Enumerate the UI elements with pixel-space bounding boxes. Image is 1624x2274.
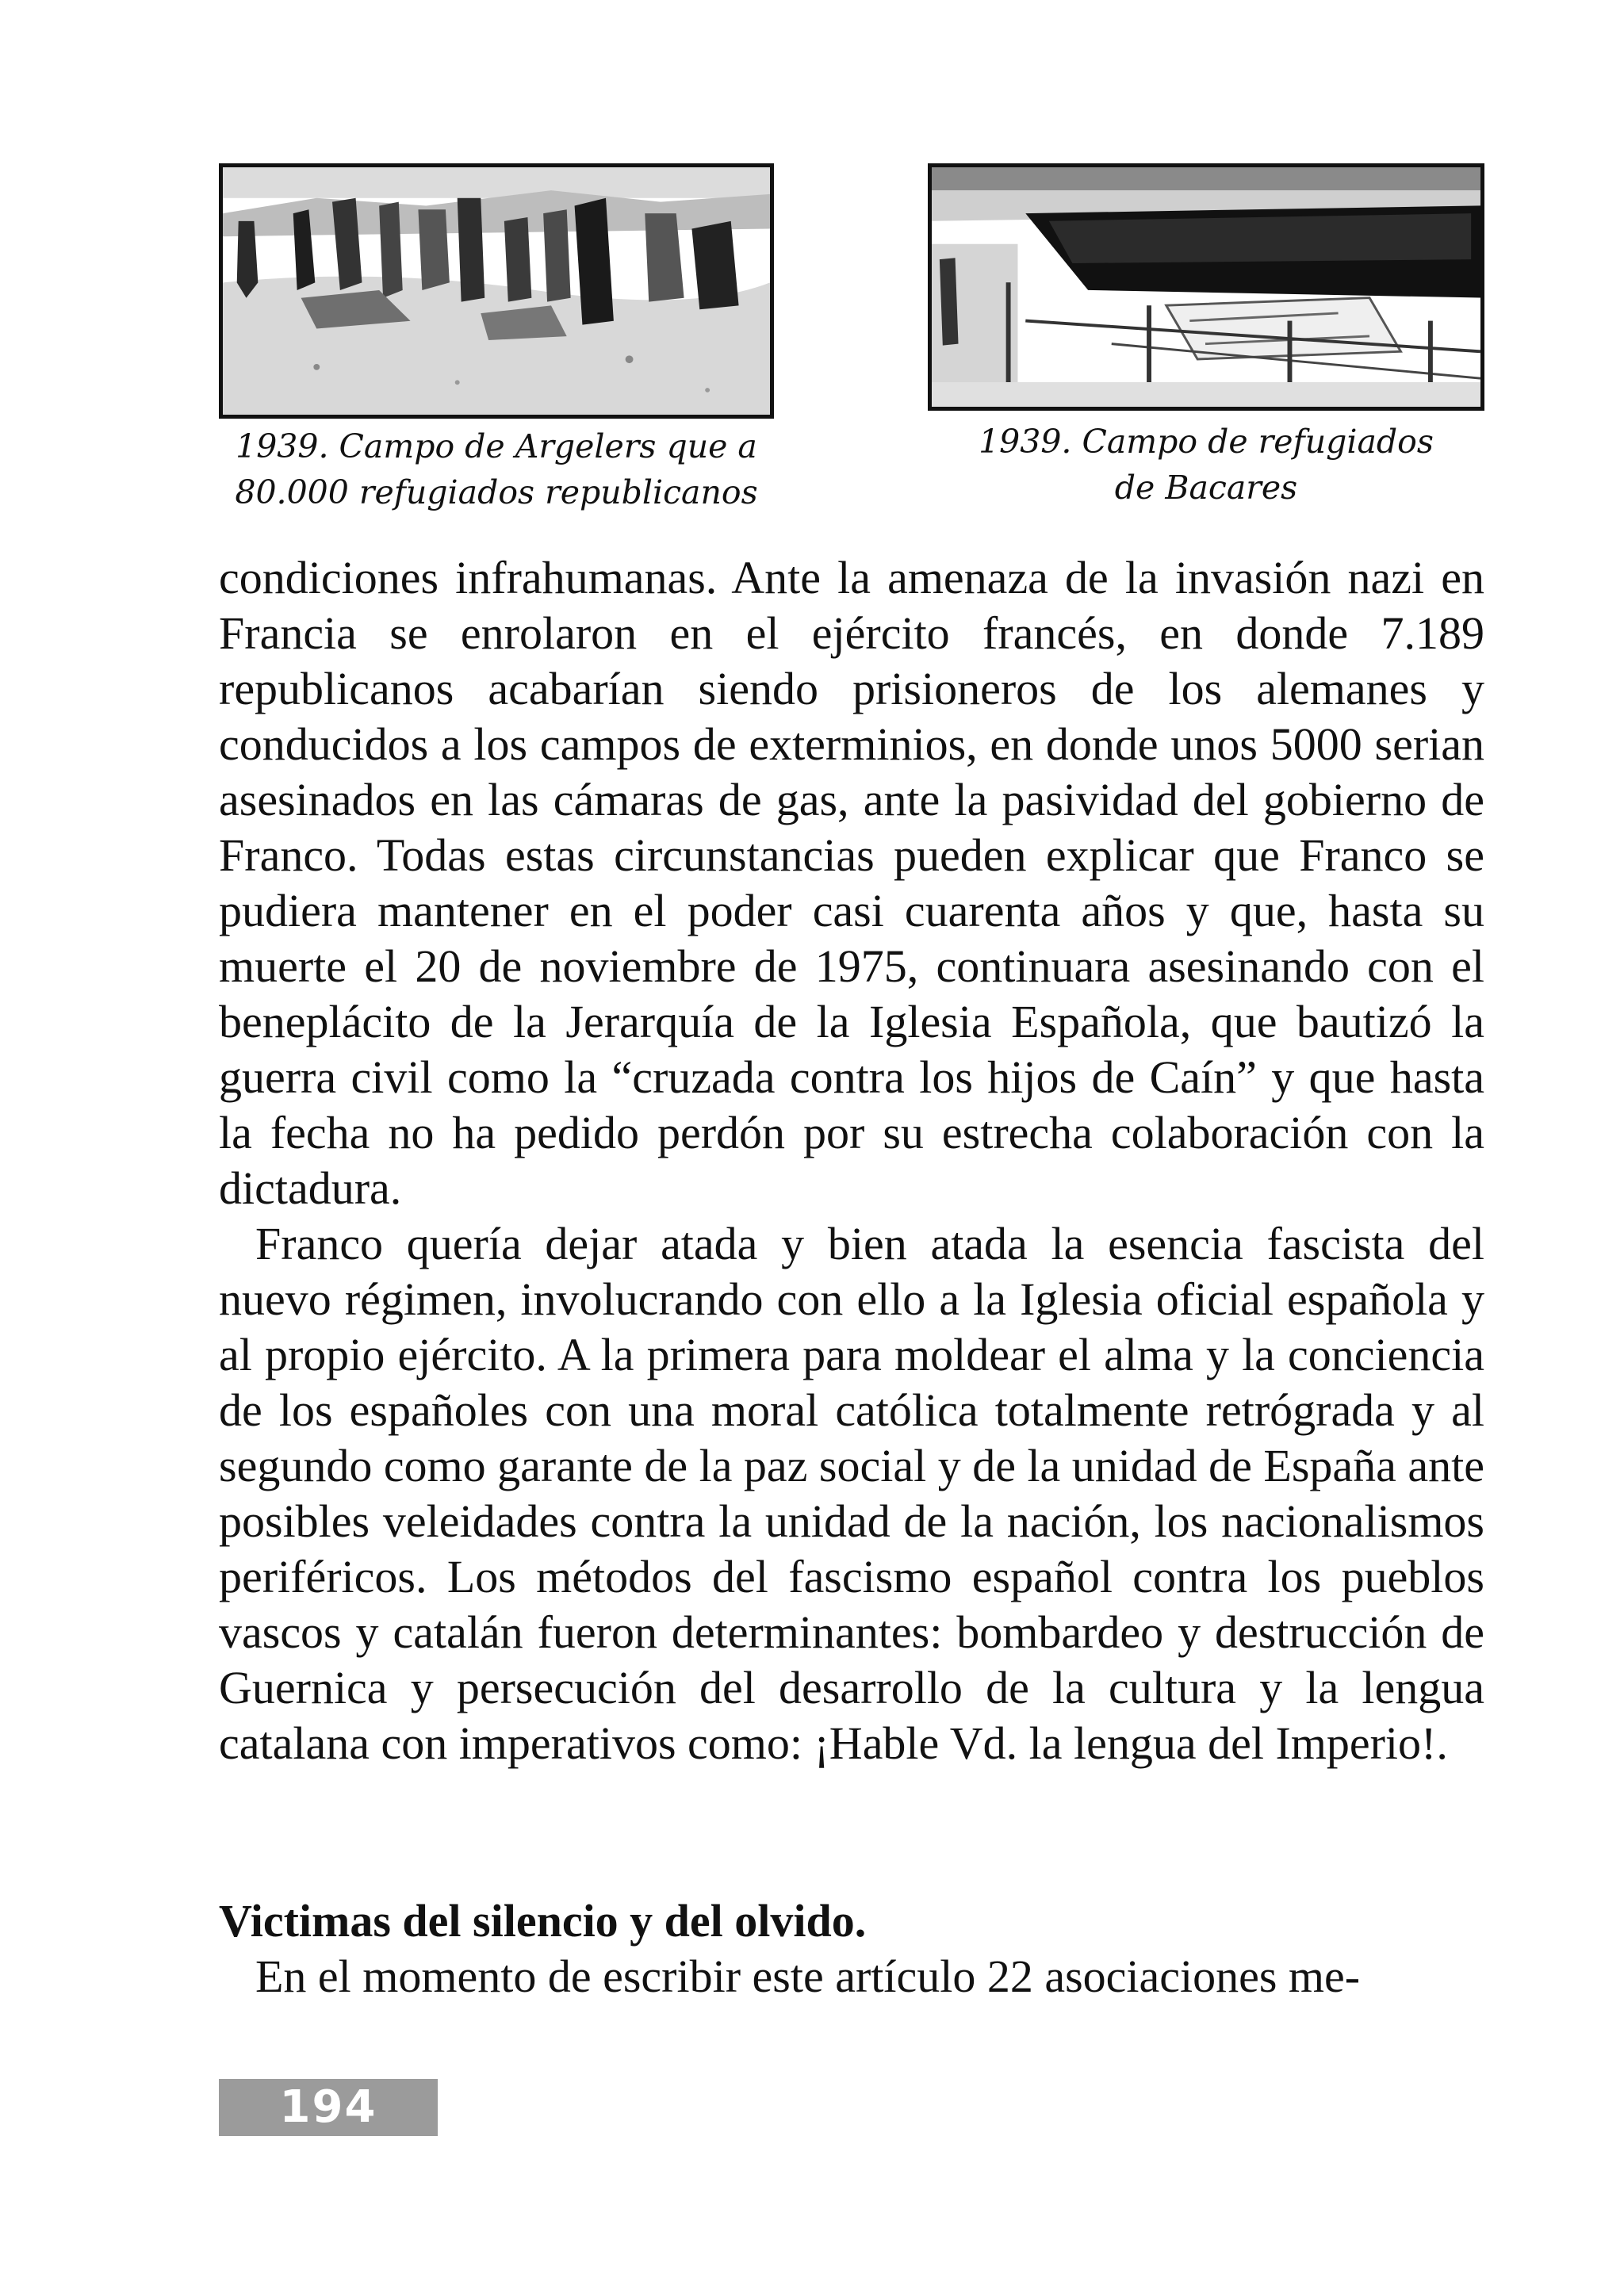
caption-right-line1: 1939. Campo de refugiados xyxy=(979,423,1434,461)
figure-caption-right xyxy=(928,419,1484,511)
section-paragraph: En el momento de escribir este artículo 22 asociaciones me- xyxy=(255,1951,1361,2002)
page-number-badge xyxy=(219,2079,438,2136)
paragraph-1: condiciones infrahumanas. Ante la amenaza de la invasión nazi en Francia se enrolaron en el ejército francés, en donde 7.189 republicanos acabarían siendo prisioneros de los alemanes y conducidos a los campos de exterminios, en donde unos 5000 serian asesinados en las cámaras de gas, ante la pasividad del gobierno de Franco. Todas estas circunstancias pueden explicar que Franco se pudiera mantener en el poder casi cuarenta años y que, hasta su muerte el 20 de noviembre de 1975, continuara asesinando con el beneplácito de la Jerarquía de la Iglesia Española, que bautizó la guerra civil como la “cruzada contra los hijos de Caín” y que hasta la fecha no ha pedido perdón por su estrecha colaboración con la dictadura. xyxy=(219,552,1484,1214)
photo-argelers-image xyxy=(223,167,770,415)
photo-argelers-camp xyxy=(219,163,774,419)
caption-right-line2: de Bacares xyxy=(1114,469,1298,507)
caption-left-line1: 1939. Campo de Argelers que a xyxy=(236,427,757,465)
section-heading: Victimas del silencio y del olvido. xyxy=(219,1895,867,1947)
figure-caption-left xyxy=(219,423,774,515)
paragraph-2: Franco quería dejar atada y bien atada la esencia fascista del nuevo régimen, involucrando con ello a la Iglesia oficial española y al propio ejército. A la primera para moldear el alma y la conciencia de los españoles con una moral católica totalmente retrógrada y al segundo como garante de la paz social y de la unidad de España ante posibles veleidades contra la unidad de la nación, los nacionalismos periféricos. Los métodos del fascismo español contra los pueblos vascos y catalán fueron determinantes: bombardeo y destrucción de Guernica y persecución del desarrollo de la cultura y la lengua catalana con imperativos como: ¡Hable Vd. la lengua del Imperio!. xyxy=(219,1218,1484,1769)
photo-bacares-camp xyxy=(928,163,1484,411)
caption-left-line2: 80.000 refugiados republicanos xyxy=(235,473,758,511)
page-number: 194 xyxy=(279,2081,377,2133)
body-text xyxy=(219,550,1484,1771)
photo-bacares-image xyxy=(932,167,1480,407)
